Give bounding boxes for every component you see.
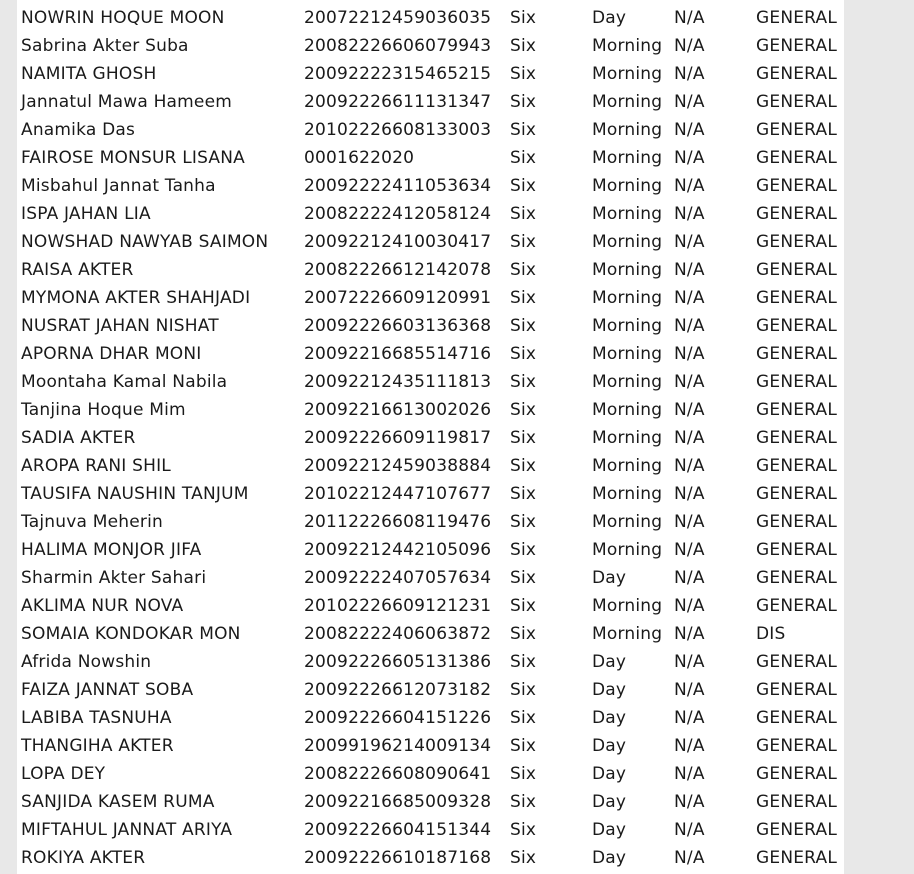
registration-id-cell: 20102226609121231 [304, 596, 492, 616]
category-cell: GENERAL [756, 820, 837, 840]
shift-cell: Day [592, 652, 627, 672]
section-cell: N/A [674, 288, 705, 308]
category-cell: GENERAL [756, 540, 837, 560]
class-cell: Six [510, 148, 537, 168]
class-cell: Six [510, 344, 537, 364]
table-row [17, 620, 844, 648]
table-row [17, 312, 844, 340]
table-row [17, 368, 844, 396]
class-cell: Six [510, 400, 537, 420]
section-cell: N/A [674, 120, 705, 140]
class-cell: Six [510, 764, 537, 784]
class-cell: Six [510, 568, 537, 588]
registration-id-cell: 20092212435111813 [304, 372, 492, 392]
category-cell: GENERAL [756, 792, 837, 812]
table-row [17, 88, 844, 116]
category-cell: GENERAL [756, 8, 837, 28]
student-name-cell: Sharmin Akter Sahari [21, 568, 207, 588]
class-cell: Six [510, 540, 537, 560]
class-cell: Six [510, 484, 537, 504]
table-row [17, 172, 844, 200]
shift-cell: Morning [592, 540, 663, 560]
registration-id-cell: 20092212459038884 [304, 456, 492, 476]
category-cell: GENERAL [756, 400, 837, 420]
section-cell: N/A [674, 36, 705, 56]
category-cell: GENERAL [756, 316, 837, 336]
student-name-cell: FAIZA JANNAT SOBA [21, 680, 194, 700]
class-cell: Six [510, 708, 537, 728]
registration-id-cell: 20092226605131386 [304, 652, 492, 672]
table-row [17, 676, 844, 704]
class-cell: Six [510, 232, 537, 252]
shift-cell: Morning [592, 288, 663, 308]
registration-id-cell: 20082226612142078 [304, 260, 492, 280]
registration-id-cell: 20072212459036035 [304, 8, 492, 28]
student-name-cell: NUSRAT JAHAN NISHAT [21, 316, 219, 336]
student-name-cell: TAUSIFA NAUSHIN TANJUM [21, 484, 249, 504]
section-cell: N/A [674, 204, 705, 224]
shift-cell: Morning [592, 372, 663, 392]
student-name-cell: SOMAIA KONDOKAR MON [21, 624, 241, 644]
registration-id-cell: 20092226612073182 [304, 680, 492, 700]
registration-id-cell: 20102212447107677 [304, 484, 492, 504]
table-row [17, 844, 844, 872]
category-cell: GENERAL [756, 36, 837, 56]
section-cell: N/A [674, 736, 705, 756]
class-cell: Six [510, 36, 537, 56]
class-cell: Six [510, 652, 537, 672]
table-row [17, 256, 844, 284]
class-cell: Six [510, 680, 537, 700]
class-cell: Six [510, 372, 537, 392]
table-row [17, 4, 844, 32]
registration-id-cell: 0001622020 [304, 148, 415, 168]
section-cell: N/A [674, 232, 705, 252]
table-row [17, 564, 844, 592]
section-cell: N/A [674, 428, 705, 448]
section-cell: N/A [674, 400, 705, 420]
student-name-cell: RAISA AKTER [21, 260, 134, 280]
student-name-cell: Anamika Das [21, 120, 136, 140]
student-name-cell: LOPA DEY [21, 764, 106, 784]
section-cell: N/A [674, 792, 705, 812]
class-cell: Six [510, 736, 537, 756]
registration-id-cell: 20092212442105096 [304, 540, 492, 560]
table-row [17, 536, 844, 564]
student-name-cell: SADIA AKTER [21, 428, 136, 448]
table-row [17, 816, 844, 844]
student-name-cell: FAIROSE MONSUR LISANA [21, 148, 245, 168]
student-name-cell: MIFTAHUL JANNAT ARIYA [21, 820, 233, 840]
table-row [17, 732, 844, 760]
section-cell: N/A [674, 764, 705, 784]
table-row [17, 424, 844, 452]
shift-cell: Day [592, 820, 627, 840]
class-cell: Six [510, 204, 537, 224]
table-row [17, 32, 844, 60]
student-name-cell: Tajnuva Meherin [21, 512, 163, 532]
registration-id-cell: 20092216685009328 [304, 792, 492, 812]
category-cell: GENERAL [756, 680, 837, 700]
category-cell: GENERAL [756, 260, 837, 280]
registration-id-cell: 20082222406063872 [304, 624, 492, 644]
table-row [17, 284, 844, 312]
student-name-cell: Afrida Nowshin [21, 652, 152, 672]
category-cell: GENERAL [756, 120, 837, 140]
category-cell: GENERAL [756, 848, 837, 868]
section-cell: N/A [674, 372, 705, 392]
section-cell: N/A [674, 708, 705, 728]
student-name-cell: NOWRIN HOQUE MOON [21, 8, 225, 28]
class-cell: Six [510, 848, 537, 868]
class-cell: Six [510, 64, 537, 84]
shift-cell: Morning [592, 36, 663, 56]
shift-cell: Morning [592, 316, 663, 336]
table-row [17, 704, 844, 732]
student-name-cell: SANJIDA KASEM RUMA [21, 792, 215, 812]
table-row [17, 480, 844, 508]
registration-id-cell: 20092226609119817 [304, 428, 492, 448]
category-cell: GENERAL [756, 764, 837, 784]
category-cell: GENERAL [756, 568, 837, 588]
category-cell: GENERAL [756, 288, 837, 308]
section-cell: N/A [674, 652, 705, 672]
shift-cell: Morning [592, 624, 663, 644]
shift-cell: Morning [592, 120, 663, 140]
registration-id-cell: 20099196214009134 [304, 736, 492, 756]
student-list-panel [17, 0, 844, 874]
registration-id-cell: 20092226610187168 [304, 848, 492, 868]
class-cell: Six [510, 92, 537, 112]
student-name-cell: MYMONA AKTER SHAHJADI [21, 288, 251, 308]
registration-id-cell: 20092222411053634 [304, 176, 492, 196]
student-name-cell: ROKIYA AKTER [21, 848, 146, 868]
registration-id-cell: 20092226603136368 [304, 316, 492, 336]
class-cell: Six [510, 624, 537, 644]
section-cell: N/A [674, 92, 705, 112]
shift-cell: Morning [592, 260, 663, 280]
class-cell: Six [510, 316, 537, 336]
student-name-cell: Jannatul Mawa Hameem [21, 92, 233, 112]
shift-cell: Morning [592, 344, 663, 364]
registration-id-cell: 20092222315465215 [304, 64, 492, 84]
table-row [17, 396, 844, 424]
shift-cell: Day [592, 848, 627, 868]
student-name-cell: Tanjina Hoque Mim [21, 400, 186, 420]
shift-cell: Day [592, 736, 627, 756]
registration-id-cell: 20082226608090641 [304, 764, 492, 784]
registration-id-cell: 20102226608133003 [304, 120, 492, 140]
shift-cell: Morning [592, 596, 663, 616]
student-name-cell: ISPA JAHAN LIA [21, 204, 151, 224]
student-name-cell: APORNA DHAR MONI [21, 344, 202, 364]
table-row [17, 648, 844, 676]
registration-id-cell: 20092226604151344 [304, 820, 492, 840]
table-row [17, 788, 844, 816]
category-cell: GENERAL [756, 64, 837, 84]
student-name-cell: Moontaha Kamal Nabila [21, 372, 228, 392]
category-cell: GENERAL [756, 456, 837, 476]
class-cell: Six [510, 120, 537, 140]
class-cell: Six [510, 288, 537, 308]
class-cell: Six [510, 820, 537, 840]
shift-cell: Day [592, 8, 627, 28]
section-cell: N/A [674, 680, 705, 700]
table-row [17, 340, 844, 368]
student-name-cell: AROPA RANI SHIL [21, 456, 171, 476]
shift-cell: Morning [592, 204, 663, 224]
section-cell: N/A [674, 568, 705, 588]
shift-cell: Morning [592, 64, 663, 84]
section-cell: N/A [674, 148, 705, 168]
student-name-cell: HALIMA MONJOR JIFA [21, 540, 202, 560]
shift-cell: Day [592, 680, 627, 700]
student-table [17, 4, 844, 872]
shift-cell: Day [592, 792, 627, 812]
section-cell: N/A [674, 8, 705, 28]
category-cell: GENERAL [756, 232, 837, 252]
student-name-cell: Misbahul Jannat Tanha [21, 176, 216, 196]
shift-cell: Morning [592, 428, 663, 448]
class-cell: Six [510, 596, 537, 616]
section-cell: N/A [674, 624, 705, 644]
section-cell: N/A [674, 344, 705, 364]
shift-cell: Day [592, 708, 627, 728]
student-name-cell: Sabrina Akter Suba [21, 36, 189, 56]
class-cell: Six [510, 8, 537, 28]
registration-id-cell: 20072226609120991 [304, 288, 492, 308]
shift-cell: Morning [592, 232, 663, 252]
category-cell: GENERAL [756, 344, 837, 364]
table-row [17, 508, 844, 536]
registration-id-cell: 20092216613002026 [304, 400, 492, 420]
shift-cell: Morning [592, 400, 663, 420]
category-cell: GENERAL [756, 736, 837, 756]
registration-id-cell: 20082222412058124 [304, 204, 492, 224]
table-row [17, 452, 844, 480]
category-cell: GENERAL [756, 428, 837, 448]
table-row [17, 228, 844, 256]
student-name-cell: THANGIHA AKTER [21, 736, 174, 756]
student-name-cell: LABIBA TASNUHA [21, 708, 172, 728]
category-cell: DIS [756, 624, 786, 644]
registration-id-cell: 20112226608119476 [304, 512, 492, 532]
shift-cell: Morning [592, 456, 663, 476]
registration-id-cell: 20082226606079943 [304, 36, 492, 56]
class-cell: Six [510, 260, 537, 280]
section-cell: N/A [674, 596, 705, 616]
shift-cell: Morning [592, 176, 663, 196]
student-name-cell: AKLIMA NUR NOVA [21, 596, 184, 616]
shift-cell: Morning [592, 512, 663, 532]
class-cell: Six [510, 428, 537, 448]
registration-id-cell: 20092216685514716 [304, 344, 492, 364]
student-table-body [17, 4, 844, 872]
section-cell: N/A [674, 484, 705, 504]
table-row [17, 592, 844, 620]
category-cell: GENERAL [756, 92, 837, 112]
shift-cell: Day [592, 568, 627, 588]
shift-cell: Morning [592, 484, 663, 504]
category-cell: GENERAL [756, 596, 837, 616]
table-row [17, 116, 844, 144]
registration-id-cell: 20092222407057634 [304, 568, 492, 588]
table-row [17, 760, 844, 788]
shift-cell: Day [592, 764, 627, 784]
section-cell: N/A [674, 260, 705, 280]
registration-id-cell: 20092226611131347 [304, 92, 492, 112]
student-name-cell: NAMITA GHOSH [21, 64, 157, 84]
category-cell: GENERAL [756, 176, 837, 196]
section-cell: N/A [674, 512, 705, 532]
registration-id-cell: 20092226604151226 [304, 708, 492, 728]
shift-cell: Morning [592, 92, 663, 112]
class-cell: Six [510, 456, 537, 476]
section-cell: N/A [674, 820, 705, 840]
category-cell: GENERAL [756, 148, 837, 168]
student-name-cell: NOWSHAD NAWYAB SAIMON [21, 232, 269, 252]
class-cell: Six [510, 176, 537, 196]
shift-cell: Morning [592, 148, 663, 168]
section-cell: N/A [674, 64, 705, 84]
category-cell: GENERAL [756, 512, 837, 532]
section-cell: N/A [674, 316, 705, 336]
section-cell: N/A [674, 848, 705, 868]
table-row [17, 200, 844, 228]
section-cell: N/A [674, 456, 705, 476]
category-cell: GENERAL [756, 484, 837, 504]
table-row [17, 60, 844, 88]
section-cell: N/A [674, 540, 705, 560]
class-cell: Six [510, 512, 537, 532]
category-cell: GENERAL [756, 652, 837, 672]
class-cell: Six [510, 792, 537, 812]
section-cell: N/A [674, 176, 705, 196]
category-cell: GENERAL [756, 372, 837, 392]
category-cell: GENERAL [756, 708, 837, 728]
category-cell: GENERAL [756, 204, 837, 224]
registration-id-cell: 20092212410030417 [304, 232, 492, 252]
table-row [17, 144, 844, 172]
